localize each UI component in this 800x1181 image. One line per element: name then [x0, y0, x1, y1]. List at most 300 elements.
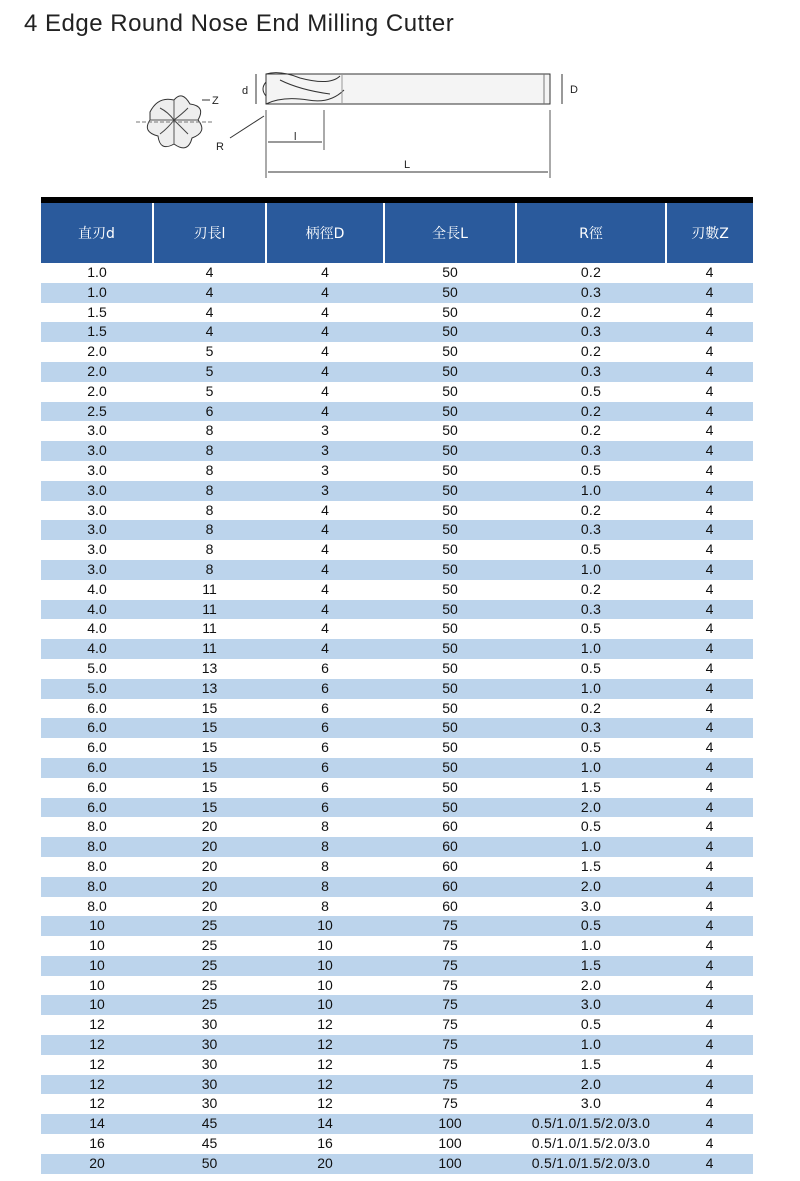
table-cell: 4 — [266, 520, 384, 540]
table-cell: 4 — [266, 382, 384, 402]
table-cell: 12 — [266, 1055, 384, 1075]
table-cell: 4 — [666, 481, 753, 501]
table-cell: 4 — [666, 679, 753, 699]
table-cell: 50 — [384, 263, 516, 283]
table-row — [41, 976, 753, 996]
table-cell: 50 — [384, 501, 516, 521]
table-cell: 4 — [666, 778, 753, 798]
table-cell: 4 — [266, 342, 384, 362]
table-cell: 13 — [153, 659, 266, 679]
table-cell: 1.0 — [516, 1035, 666, 1055]
header-cell: 直刃d — [41, 203, 153, 263]
table-cell: 75 — [384, 916, 516, 936]
table-cell: 4 — [266, 362, 384, 382]
table-cell: 1.0 — [516, 560, 666, 580]
table-cell: 0.5 — [516, 659, 666, 679]
table-cell: 3.0 — [516, 995, 666, 1015]
table-cell: 8 — [153, 520, 266, 540]
table-cell: 4 — [153, 283, 266, 303]
table-cell: 4 — [153, 303, 266, 323]
table-row — [41, 481, 753, 501]
table-cell: 0.3 — [516, 718, 666, 738]
table-cell: 10 — [266, 936, 384, 956]
table-cell: 6 — [266, 699, 384, 719]
table-cell: 12 — [266, 1035, 384, 1055]
header-cell: 全長L — [384, 203, 516, 263]
table-cell: 60 — [384, 877, 516, 897]
table-cell: 0.5 — [516, 461, 666, 481]
table-cell: 30 — [153, 1035, 266, 1055]
table-row — [41, 362, 753, 382]
table-cell: 4 — [666, 402, 753, 422]
table-cell: 12 — [266, 1015, 384, 1035]
table-cell: 75 — [384, 1055, 516, 1075]
table-cell: 20 — [153, 897, 266, 917]
table-cell: 8 — [266, 817, 384, 837]
table-row — [41, 263, 753, 283]
table-cell: 0.2 — [516, 402, 666, 422]
table-cell: 50 — [384, 481, 516, 501]
table-row — [41, 303, 753, 323]
table-cell: 4 — [666, 916, 753, 936]
table-cell: 4 — [666, 461, 753, 481]
L-label: L — [404, 159, 411, 171]
table-cell: 4 — [266, 560, 384, 580]
table-row — [41, 1075, 753, 1095]
table-cell: 8 — [153, 461, 266, 481]
table-row — [41, 540, 753, 560]
table-cell: 15 — [153, 758, 266, 778]
page-title: 4 Edge Round Nose End Milling Cutter — [24, 10, 455, 37]
table-cell: 4 — [666, 342, 753, 362]
table-row — [41, 342, 753, 362]
table-cell: 5 — [153, 362, 266, 382]
table-cell: 4 — [266, 501, 384, 521]
table-cell: 4 — [266, 600, 384, 620]
table-cell: 2.0 — [41, 382, 153, 402]
table-cell: 50 — [384, 560, 516, 580]
table-cell: 4 — [666, 995, 753, 1015]
table-cell: 25 — [153, 916, 266, 936]
table-row — [41, 897, 753, 917]
table-cell: 4 — [666, 283, 753, 303]
table-cell: 4 — [266, 619, 384, 639]
table-cell: 12 — [41, 1035, 153, 1055]
table-cell: 11 — [153, 600, 266, 620]
table-cell: 0.3 — [516, 441, 666, 461]
table-cell: 8.0 — [41, 857, 153, 877]
table-cell: 50 — [384, 798, 516, 818]
table-cell: 4.0 — [41, 619, 153, 639]
table-cell: 4.0 — [41, 580, 153, 600]
table-cell: 50 — [384, 699, 516, 719]
table-row — [41, 699, 753, 719]
table-cell: 25 — [153, 936, 266, 956]
table-row — [41, 1094, 753, 1114]
table-cell: 75 — [384, 995, 516, 1015]
table-cell: 4 — [666, 1035, 753, 1055]
table-cell: 6.0 — [41, 778, 153, 798]
table-cell: 6 — [266, 758, 384, 778]
table-cell: 10 — [41, 916, 153, 936]
table-cell: 2.0 — [41, 342, 153, 362]
table-row — [41, 600, 753, 620]
table-cell: 50 — [384, 580, 516, 600]
table-cell: 25 — [153, 976, 266, 996]
table-cell: 6 — [153, 402, 266, 422]
table-cell: 10 — [41, 936, 153, 956]
table-cell: 15 — [153, 798, 266, 818]
table-cell: 2.0 — [516, 798, 666, 818]
table-cell: 1.0 — [516, 837, 666, 857]
table-cell: 11 — [153, 619, 266, 639]
table-cell: 60 — [384, 857, 516, 877]
table-cell: 4 — [266, 402, 384, 422]
table-cell: 100 — [384, 1114, 516, 1134]
header-cell: 刃長l — [153, 203, 266, 263]
table-cell: 8 — [153, 421, 266, 441]
table-row — [41, 639, 753, 659]
table-row — [41, 520, 753, 540]
table-cell: 5.0 — [41, 659, 153, 679]
table-cell: 50 — [384, 461, 516, 481]
table-cell: 0.3 — [516, 283, 666, 303]
table-cell: 4 — [266, 283, 384, 303]
table-cell: 4 — [666, 322, 753, 342]
table-cell: 75 — [384, 1035, 516, 1055]
table-cell: 13 — [153, 679, 266, 699]
table-cell: 3.0 — [516, 1094, 666, 1114]
table-cell: 10 — [266, 995, 384, 1015]
table-cell: 4 — [666, 1134, 753, 1154]
table-cell: 0.2 — [516, 501, 666, 521]
table-cell: 12 — [266, 1094, 384, 1114]
table-row — [41, 817, 753, 837]
table-cell: 14 — [266, 1114, 384, 1134]
table-cell: 100 — [384, 1134, 516, 1154]
table-cell: 4 — [266, 322, 384, 342]
table-cell: 10 — [41, 956, 153, 976]
table-cell: 4 — [666, 1015, 753, 1035]
table-cell: 50 — [384, 283, 516, 303]
table-cell: 4 — [153, 263, 266, 283]
table-cell: 4 — [666, 520, 753, 540]
table-cell: 20 — [153, 837, 266, 857]
table-row — [41, 1154, 753, 1174]
table-cell: 12 — [41, 1094, 153, 1114]
table-row — [41, 778, 753, 798]
table-cell: 12 — [41, 1055, 153, 1075]
table-row — [41, 857, 753, 877]
table-cell: 6 — [266, 738, 384, 758]
table-cell: 2.0 — [516, 877, 666, 897]
table-cell: 8.0 — [41, 897, 153, 917]
table-cell: 75 — [384, 1094, 516, 1114]
table-cell: 0.3 — [516, 600, 666, 620]
table-cell: 50 — [384, 362, 516, 382]
table-row — [41, 283, 753, 303]
table-cell: 16 — [266, 1134, 384, 1154]
table-row — [41, 718, 753, 738]
table-row — [41, 1015, 753, 1035]
table-cell: 8 — [266, 897, 384, 917]
table-cell: 50 — [384, 382, 516, 402]
table-cell: 75 — [384, 976, 516, 996]
table-cell: 3.0 — [41, 560, 153, 580]
table-cell: 4 — [666, 1154, 753, 1174]
table-row — [41, 995, 753, 1015]
table-cell: 0.5 — [516, 619, 666, 639]
table-cell: 10 — [41, 976, 153, 996]
table-cell: 4 — [666, 362, 753, 382]
table-cell: 5 — [153, 382, 266, 402]
spec-table — [41, 203, 753, 1174]
table-cell: 1.0 — [516, 481, 666, 501]
table-cell: 1.0 — [516, 639, 666, 659]
table-cell: 3.0 — [41, 461, 153, 481]
table-cell: 4 — [666, 382, 753, 402]
table-cell: 3 — [266, 461, 384, 481]
table-row — [41, 461, 753, 481]
table-cell: 4 — [666, 1094, 753, 1114]
table-cell: 0.5 — [516, 817, 666, 837]
table-cell: 12 — [41, 1015, 153, 1035]
table-cell: 4 — [666, 936, 753, 956]
table-cell: 8 — [266, 837, 384, 857]
table-cell: 30 — [153, 1094, 266, 1114]
table-cell: 4 — [666, 718, 753, 738]
table-cell: 60 — [384, 837, 516, 857]
table-cell: 10 — [41, 995, 153, 1015]
table-cell: 8 — [153, 441, 266, 461]
table-cell: 75 — [384, 956, 516, 976]
table-cell: 10 — [266, 916, 384, 936]
table-cell: 0.3 — [516, 520, 666, 540]
table-cell: 4 — [266, 263, 384, 283]
table-cell: 15 — [153, 778, 266, 798]
table-cell: 20 — [41, 1154, 153, 1174]
table-cell: 2.0 — [516, 1075, 666, 1095]
table-cell: 1.5 — [516, 1055, 666, 1075]
table-row — [41, 877, 753, 897]
table-cell: 0.5 — [516, 738, 666, 758]
table-row — [41, 619, 753, 639]
table-cell: 10 — [266, 956, 384, 976]
table-cell: 4 — [666, 976, 753, 996]
table-cell: 0.2 — [516, 303, 666, 323]
table-cell: 6 — [266, 718, 384, 738]
table-cell: 0.5 — [516, 540, 666, 560]
table-cell: 50 — [384, 441, 516, 461]
table-row — [41, 1114, 753, 1134]
table-cell: 50 — [384, 738, 516, 758]
table-cell: 4 — [666, 560, 753, 580]
table-cell: 50 — [384, 679, 516, 699]
table-cell: 50 — [153, 1154, 266, 1174]
table-cell: 8 — [266, 877, 384, 897]
header-cell: R徑 — [516, 203, 666, 263]
table-cell: 3.0 — [516, 897, 666, 917]
table-cell: 0.2 — [516, 421, 666, 441]
table-cell: 4 — [666, 421, 753, 441]
table-cell: 0.2 — [516, 342, 666, 362]
table-cell: 50 — [384, 758, 516, 778]
table-row — [41, 1134, 753, 1154]
table-cell: 4 — [666, 659, 753, 679]
table-cell: 15 — [153, 699, 266, 719]
table-cell: 4.0 — [41, 600, 153, 620]
table-cell: 2.0 — [41, 362, 153, 382]
table-cell: 50 — [384, 540, 516, 560]
table-cell: 3 — [266, 441, 384, 461]
table-cell: 4 — [266, 580, 384, 600]
table-cell: 3.0 — [41, 421, 153, 441]
table-cell: 60 — [384, 817, 516, 837]
table-cell: 8.0 — [41, 837, 153, 857]
table-cell: 4 — [666, 877, 753, 897]
table-row — [41, 580, 753, 600]
table-cell: 75 — [384, 936, 516, 956]
table-cell: 50 — [384, 659, 516, 679]
table-cell: 4 — [666, 540, 753, 560]
table-cell: 12 — [41, 1075, 153, 1095]
table-cell: 4 — [666, 798, 753, 818]
table-cell: 6.0 — [41, 718, 153, 738]
table-cell: 20 — [153, 817, 266, 837]
table-cell: 8 — [153, 501, 266, 521]
table-cell: 2.0 — [516, 976, 666, 996]
table-cell: 4 — [666, 956, 753, 976]
table-cell: 75 — [384, 1075, 516, 1095]
table-cell: 0.5 — [516, 382, 666, 402]
table-cell: 45 — [153, 1114, 266, 1134]
table-cell: 6.0 — [41, 699, 153, 719]
table-cell: 4 — [666, 303, 753, 323]
table-cell: 3 — [266, 421, 384, 441]
table-cell: 100 — [384, 1154, 516, 1174]
table-cell: 3.0 — [41, 441, 153, 461]
table-cell: 1.5 — [41, 303, 153, 323]
table-cell: 3.0 — [41, 540, 153, 560]
table-cell: 50 — [384, 718, 516, 738]
table-cell: 20 — [153, 877, 266, 897]
table-row — [41, 560, 753, 580]
table-cell: 20 — [266, 1154, 384, 1174]
table-cell: 1.0 — [516, 758, 666, 778]
table-row — [41, 441, 753, 461]
table-cell: 1.5 — [516, 956, 666, 976]
table-row — [41, 758, 753, 778]
table-cell: 6 — [266, 659, 384, 679]
table-cell: 4 — [666, 1114, 753, 1134]
table-cell: 4 — [666, 580, 753, 600]
table-cell: 0.3 — [516, 362, 666, 382]
table-cell: 30 — [153, 1055, 266, 1075]
cutter-diagram — [130, 60, 600, 190]
table-cell: 4 — [666, 1055, 753, 1075]
table-cell: 4.0 — [41, 639, 153, 659]
table-cell: 5.0 — [41, 679, 153, 699]
table-row — [41, 837, 753, 857]
table-cell: 8 — [153, 560, 266, 580]
table-cell: 6.0 — [41, 798, 153, 818]
table-cell: 3 — [266, 481, 384, 501]
table-cell: 0.2 — [516, 699, 666, 719]
table-cell: 8.0 — [41, 817, 153, 837]
table-row — [41, 382, 753, 402]
table-row — [41, 679, 753, 699]
table-cell: 4 — [666, 639, 753, 659]
table-row — [41, 322, 753, 342]
table-cell: 1.5 — [516, 778, 666, 798]
table-cell: 4 — [666, 441, 753, 461]
table-cell: 4 — [666, 817, 753, 837]
table-cell: 11 — [153, 580, 266, 600]
table-cell: 4 — [153, 322, 266, 342]
table-row — [41, 421, 753, 441]
l-label: l — [294, 131, 297, 143]
table-cell: 12 — [266, 1075, 384, 1095]
table-cell: 0.5 — [516, 916, 666, 936]
D-label: D — [570, 84, 578, 96]
table-row — [41, 1055, 753, 1075]
table-cell: 25 — [153, 995, 266, 1015]
table-cell: 6.0 — [41, 738, 153, 758]
table-cell: 4 — [666, 699, 753, 719]
header-cell: 柄徑D — [266, 203, 384, 263]
table-row — [41, 798, 753, 818]
table-cell: 6 — [266, 679, 384, 699]
table-cell: 1.0 — [41, 263, 153, 283]
table-cell: 8.0 — [41, 877, 153, 897]
table-cell: 30 — [153, 1075, 266, 1095]
table-row — [41, 936, 753, 956]
table-cell: 3.0 — [41, 520, 153, 540]
table-cell: 1.0 — [516, 679, 666, 699]
table-cell: 0.5/1.0/1.5/2.0/3.0 — [516, 1154, 666, 1174]
table-cell: 4 — [666, 857, 753, 877]
table-cell: 4 — [266, 639, 384, 659]
table-cell: 0.5/1.0/1.5/2.0/3.0 — [516, 1134, 666, 1154]
table-cell: 5 — [153, 342, 266, 362]
table-cell: 30 — [153, 1015, 266, 1035]
table-cell: 8 — [153, 481, 266, 501]
table-cell: 4 — [666, 600, 753, 620]
table-cell: 1.0 — [41, 283, 153, 303]
table-cell: 0.2 — [516, 263, 666, 283]
table-cell: 45 — [153, 1134, 266, 1154]
table-cell: 4 — [666, 758, 753, 778]
table-header-row — [41, 203, 753, 263]
table-cell: 6 — [266, 798, 384, 818]
table-cell: 0.5/1.0/1.5/2.0/3.0 — [516, 1114, 666, 1134]
header-cell: 刃數Z — [666, 203, 753, 263]
table-cell: 50 — [384, 342, 516, 362]
r-label: R — [216, 141, 224, 153]
table-cell: 50 — [384, 520, 516, 540]
table-cell: 6 — [266, 778, 384, 798]
table-cell: 25 — [153, 956, 266, 976]
table-cell: 50 — [384, 619, 516, 639]
table-row — [41, 659, 753, 679]
table-row — [41, 1035, 753, 1055]
table-cell: 4 — [666, 738, 753, 758]
table-cell: 14 — [41, 1114, 153, 1134]
table-cell: 15 — [153, 718, 266, 738]
d-label: d — [242, 85, 249, 97]
table-cell: 50 — [384, 402, 516, 422]
table-cell: 3.0 — [41, 481, 153, 501]
